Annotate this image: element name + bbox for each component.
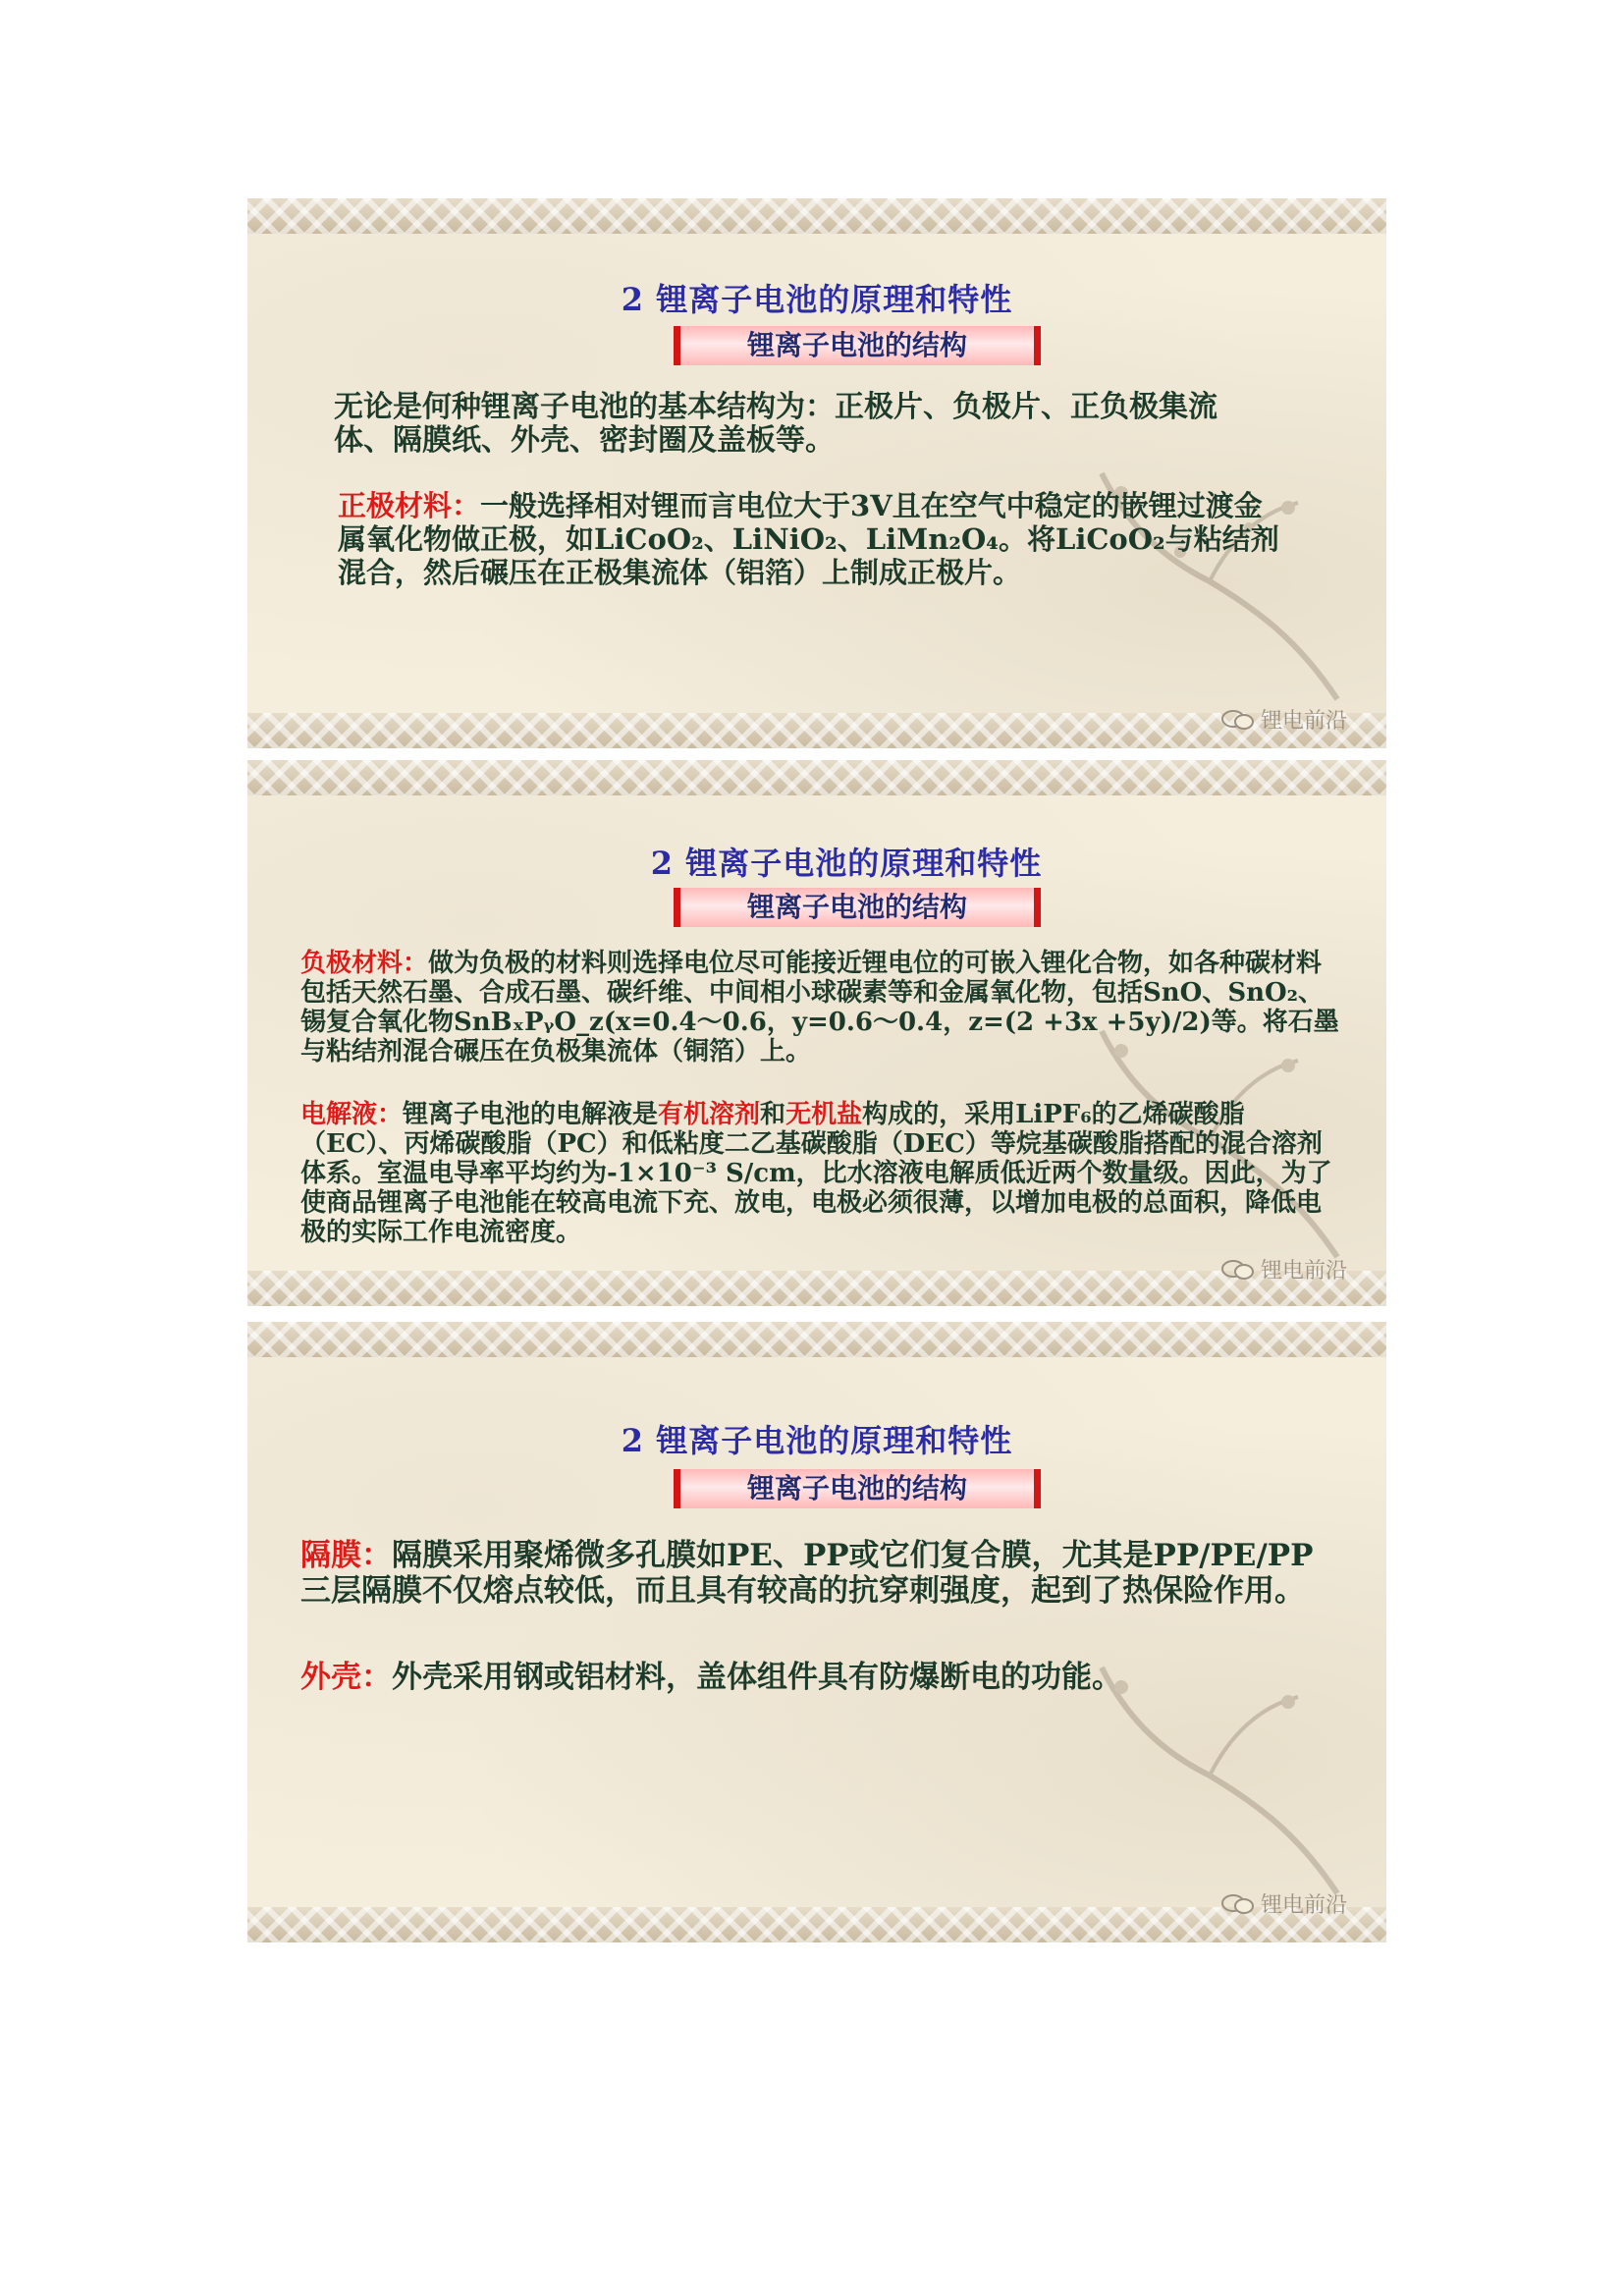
separator-text: 隔膜采用聚烯微多孔膜如PE、PP或它们复合膜，尤其是PP/PE/PP三层隔膜不仅熔点较低，而且具有较高的抗穿刺强度，起到了热保险作用。 bbox=[300, 1538, 1314, 1609]
slide-title: 2 锂离子电池的原理和特性 bbox=[621, 1422, 1013, 1459]
plum-branch-icon bbox=[1062, 1609, 1357, 1903]
watermark bbox=[1221, 704, 1347, 735]
cathode-paragraph bbox=[338, 489, 1280, 589]
slide-2 bbox=[247, 760, 1386, 1306]
decorative-border-top bbox=[247, 760, 1386, 795]
electrolyte-text-3: 构成的，采用LiPF₆的乙烯碳酸脂（EC）、丙烯碳酸脂（PC）和低粘度二乙基碳酸脂（DEC）等烷基碳酸脂搭配的混合溶剂体系。室温电导率平均约为-1×10⁻³ S/cm，比水溶液电解质低近两个数量级。因此，为了使商品锂离子电池能在较高电流下充、放电，电极必须很薄，以增加电极的总面积，降低电极的实际工作电流密度。 bbox=[300, 1100, 1332, 1247]
electrolyte-text-2: 和 bbox=[760, 1100, 786, 1129]
electrolyte-paragraph bbox=[300, 1100, 1341, 1247]
cathode-text: 一般选择相对锂而言电位大于3V且在空气中稳定的嵌锂过渡金属氧化物做正极，如LiCoO₂、LiNiO₂、LiMn₂O₄。将LiCoO₂与粘结剂混合，然后碾压在正极集流体（铝箔）上制成正极片。 bbox=[338, 489, 1279, 589]
anode-paragraph bbox=[300, 949, 1341, 1066]
wechat-icon bbox=[1221, 709, 1255, 731]
electrolyte-highlight-inorganic: 无机盐 bbox=[785, 1100, 863, 1129]
slide-subtitle: 锂离子电池的结构 bbox=[674, 1469, 1041, 1508]
anode-text: 做为负极的材料则选择电位尽可能接近锂电位的可嵌入锂化合物，如各种碳材料包括天然石墨、合成石墨、碳纤维、中间相小球碳素等和金属氧化物，包括SnO、SnO₂、锡复合氧化物SnBₓPᵧO_z(x=0.4～0.6，y=0.6～0.4，z=(2 +3x +5y)/2)等。将石墨与粘结剂混合碾压在负极集流体（铜箔）上。 bbox=[300, 949, 1339, 1066]
separator-label: 隔膜： bbox=[300, 1538, 392, 1573]
electrolyte-label: 电解液： bbox=[300, 1100, 404, 1129]
wechat-icon bbox=[1221, 1259, 1255, 1281]
shell-paragraph bbox=[300, 1660, 1380, 1695]
watermark-text: 锂电前沿 bbox=[1260, 1259, 1347, 1284]
decorative-border-bottom bbox=[247, 1271, 1386, 1306]
shell-text: 外壳采用钢或铝材料，盖体组件具有防爆断电的功能。 bbox=[392, 1660, 1122, 1695]
electrolyte-text-1: 锂离子电池的电解液是 bbox=[403, 1100, 659, 1129]
slide-title: 2 锂离子电池的原理和特性 bbox=[621, 281, 1013, 318]
decorative-border-bottom bbox=[247, 713, 1386, 748]
watermark bbox=[1221, 1254, 1347, 1285]
slide-subtitle: 锂离子电池的结构 bbox=[674, 888, 1041, 927]
electrolyte-highlight-organic: 有机溶剂 bbox=[658, 1100, 761, 1129]
watermark bbox=[1221, 1888, 1347, 1919]
anode-label: 负极材料： bbox=[300, 949, 429, 978]
slide-title: 2 锂离子电池的原理和特性 bbox=[650, 845, 1043, 882]
shell-label: 外壳： bbox=[300, 1660, 392, 1695]
slide-subtitle: 锂离子电池的结构 bbox=[674, 326, 1041, 365]
decorative-border-bottom bbox=[247, 1907, 1386, 1942]
decorative-border-top bbox=[247, 198, 1386, 234]
intro-paragraph: 无论是何种锂离子电池的基本结构为：正极片、负极片、正负极集流体、隔膜纸、外壳、密封圈及盖板等。 bbox=[334, 390, 1217, 458]
wechat-icon bbox=[1221, 1893, 1255, 1915]
slide-1 bbox=[247, 198, 1386, 748]
watermark-text: 锂电前沿 bbox=[1260, 1893, 1347, 1918]
separator-paragraph bbox=[300, 1538, 1341, 1609]
decorative-border-top bbox=[247, 1322, 1386, 1357]
cathode-label: 正极材料： bbox=[338, 489, 481, 522]
slide-3 bbox=[247, 1322, 1386, 1942]
watermark-text: 锂电前沿 bbox=[1260, 709, 1347, 734]
